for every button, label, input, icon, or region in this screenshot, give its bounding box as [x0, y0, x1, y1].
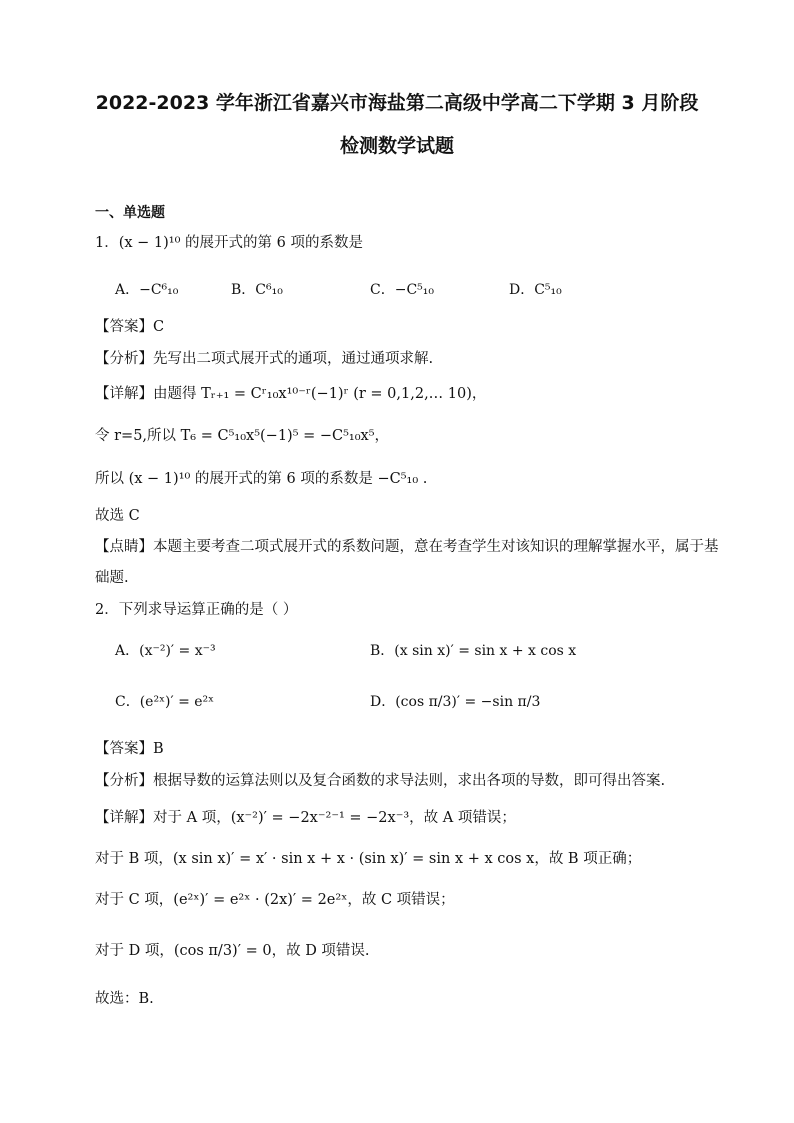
q2-option-d: D．(cos π/3)′ = −sin π/3 [370, 694, 541, 710]
q1-analysis: 先写出二项式展开式的通项，通过通项求解. [153, 351, 434, 367]
q2-answer: B [153, 741, 164, 757]
q1-detail-line [95, 384, 486, 404]
q1-comment-1: 本题主要考查二项式展开式的系数问题，意在考查学生对该知识的理解掌握水平，属于基 [153, 539, 719, 555]
q1-analysis-tag: 【分析】 [95, 351, 153, 367]
q1-option-b: B．C⁶₁₀ [231, 282, 283, 298]
doc-title-line1: 2022-2023 学年浙江省嘉兴市海盐第二高级中学高二下学期 3 月阶段 [95, 92, 699, 114]
q1-option-a: A．−C⁶₁₀ [115, 282, 179, 298]
q2-stem: 2．下列求导运算正确的是（ ） [95, 602, 298, 618]
q2-analysis: 根据导数的运算法则以及复合函数的求导法则，求出各项的导数，即可得出答案. [153, 773, 666, 789]
q1-comment-tag: 【点睛】 [95, 539, 153, 555]
q2-detail-c: 对于 C 项，(e²ˣ)′ = e²ˣ · (2x)′ = 2e²ˣ，故 C 项错误； [95, 892, 455, 908]
q2-option-b: B．(x sin x)′ = sin x + x cos x [370, 643, 577, 659]
q2-detail-b: 对于 B 项，(x sin x)′ = x′ · sin x + x · (sin x)′ = sin x + x cos x，故 B 项正确； [95, 851, 642, 867]
section-heading: 一、单选题 [95, 205, 165, 221]
q1-option-d: D．C⁵₁₀ [509, 282, 562, 298]
q2-detail-tag: 【详解】 [95, 810, 153, 826]
q1-stem: 1．(x − 1)¹⁰ 的展开式的第 6 项的系数是 [95, 235, 363, 251]
q2-detail-a-line [95, 808, 516, 828]
q2-detail-d: 对于 D 项，(cos π/3)′ = 0，故 D 项错误. [95, 943, 370, 959]
q1-answer-line [95, 317, 164, 337]
q2-option-c: C．(e²ˣ)′ = e²ˣ [115, 694, 215, 710]
q1-answer-tag: 【答案】 [95, 319, 153, 335]
q1-detail-2: 令 r=5,所以 T₆ = C⁵₁₀x⁵(−1)⁵ = −C⁵₁₀x⁵， [95, 428, 390, 444]
q1-analysis-line [95, 349, 433, 369]
q1-detail-tag: 【详解】 [95, 386, 153, 402]
q1-comment-2: 础题. [95, 570, 129, 586]
q1-comment-line [95, 537, 719, 557]
q2-detail-a: 对于 A 项，(x⁻²)′ = −2x⁻²⁻¹ = −2x⁻³，故 A 项错误； [153, 810, 516, 826]
q1-option-c: C．−C⁵₁₀ [370, 282, 434, 298]
q1-choice: 故选 C [95, 508, 140, 524]
q2-choice: 故选：B. [95, 991, 154, 1007]
q2-analysis-tag: 【分析】 [95, 773, 153, 789]
doc-title-line2: 检测数学试题 [339, 135, 454, 157]
q2-answer-line [95, 739, 164, 759]
q1-detail-1: 由题得 Tᵣ₊₁ = Cʳ₁₀x¹⁰⁻ʳ(−1)ʳ (r = 0,1,2,… 10)， [153, 386, 487, 402]
q2-option-a: A．(x⁻²)′ = x⁻³ [115, 643, 216, 659]
q1-answer: C [153, 319, 165, 335]
q1-detail-3: 所以 (x − 1)¹⁰ 的展开式的第 6 项的系数是 −C⁵₁₀ . [95, 471, 428, 487]
q2-analysis-line [95, 771, 665, 791]
q2-answer-tag: 【答案】 [95, 741, 153, 757]
